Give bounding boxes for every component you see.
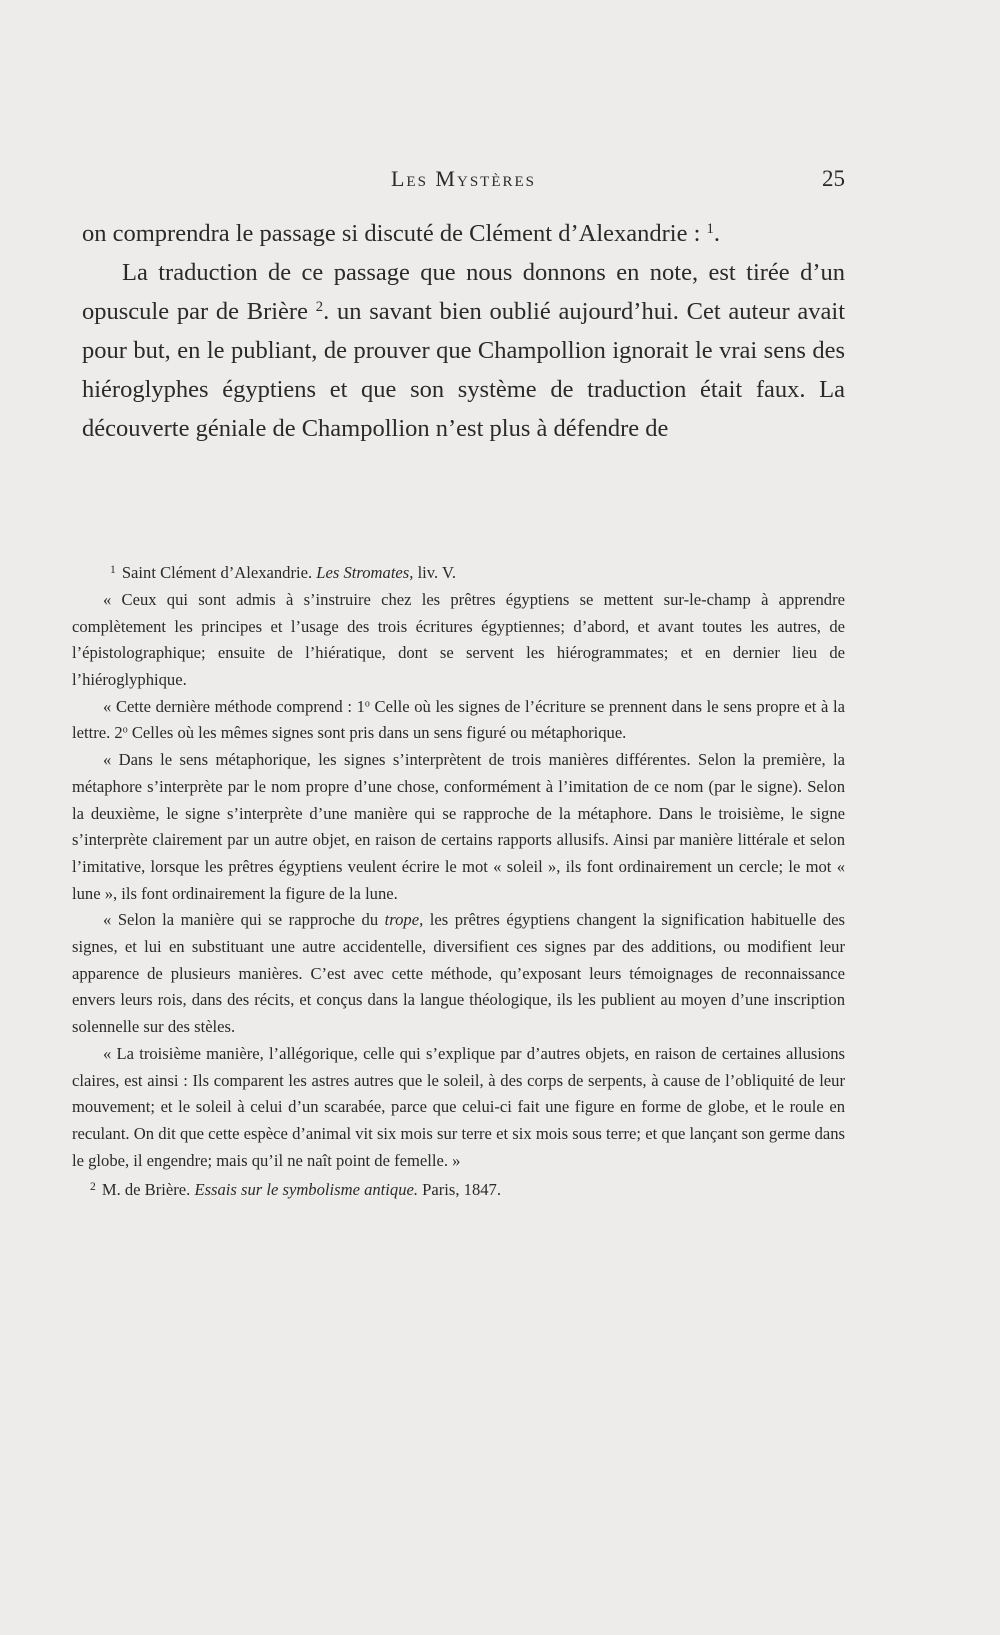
footnote-ref-2: 2 (315, 298, 324, 315)
quote-paragraph-2 (72, 694, 845, 747)
quote-4-text-b: les prêtres égyptiens changent la signification habituelle des signes, et lui en substituant une autre accidentelle, diversifient ces signes par des additions, ou modifient leur apparence de plusieurs manières. C’est avec cette méthode, qu’exposant leurs témoignages de reconnaissance envers leurs rois, dans des récits, et conçus dans la langue théologique, ils les publient au moyen d’une inscription solennelle sur des stèles. (72, 910, 845, 1037)
ordinal-2: o (122, 724, 128, 736)
footnote-1-heading (72, 557, 845, 587)
quote-4-text-a: « Selon la manière qui se rapproche du (103, 910, 379, 930)
footnote-2-author: M. de Brière. (101, 1180, 191, 1200)
footnote-2-ref: Paris, 1847. (422, 1180, 501, 1200)
footnote-2-marker: 2 (90, 1180, 96, 1194)
paragraph-1-text: on comprendra le passage si discuté de Clément d’Alexandrie : (82, 220, 701, 247)
page-number: 25 (822, 166, 845, 191)
paragraph-2-text-b: . un savant bien oublié aujourd’hui. Cet auteur avait pour but, en le publiant, de prouver que Champollion ignorait le vrai sens des hiéroglyphes égyptiens et que son système de traduction était faux. La découverte géniale de Champollion n’est plus à défendre de (82, 298, 846, 442)
footnote-2-work: Essais sur le symbolisme antique. (194, 1180, 418, 1200)
running-title: Les Mystères (390, 166, 536, 191)
footnote-1-work: Les Stromates, (316, 563, 414, 583)
footnote-1-author: Saint Clément d’Alexandrie. (121, 563, 313, 583)
paragraph-2-text-a: La traduction de ce passage que nous donnons en note, est tirée d’un opuscule par de Brière (82, 259, 845, 325)
quote-paragraph-3: « Dans le sens métaphorique, les signes s’interprètent de trois manières différentes. Selon la première, la métaphore s’interprète par le nom propre d’une chose, conformément à l’imitation de ce nom (par le signe). Selon la deuxième, le signe s’interprète d’une manière qui se rapproche de la métaphore. Dans le troisième, le signe s’interprète clairement par un autre objet, en raison de certains rapports allusifs. Ainsi par manière littérale et selon l’imitative, lorsque les prêtres égyptiens veulent écrire le mot « soleil », ils font ordinairement un cercle; le mot « lune », ils font ordinairement la figure de la lune. (72, 750, 845, 903)
ordinal-1: o (364, 698, 370, 710)
paragraph-1 (82, 214, 845, 253)
quote-2-text-b: Celle où les signes de l’écriture se prennent dans le sens propre et à la lettre. 2 (72, 696, 845, 743)
paragraph-2 (82, 253, 845, 448)
quote-4-trope: trope, (384, 910, 424, 930)
footnote-1-marker: 1 (110, 563, 116, 576)
quote-paragraph-5: « La troisième manière, l’allégorique, celle qui s’explique par d’autres objets, en raison de certaines allusions claires, est ainsi : Ils comparent les astres autres que le soleil, à des corps de serpents, à cause de l’obliquité de leur mouvement; et le soleil à celui d’un scarabée, parce que celui-ci fait une figure en forme de globe, et le roule en reculant. On dit que cette espèce d’animal vit six mois sur terre et six mois sous terre; et que lançant son germe dans le globe, il engendre; mais qu’il ne naît point de femelle. » (72, 1043, 845, 1170)
quote-paragraph-4 (72, 907, 845, 1041)
footnotes (72, 557, 845, 1204)
quote-paragraph-1: « Ceux qui sont admis à s’instruire chez les prêtres égyptiens se mettent sur-le-champ à apprendre complètement les principes et l’usage des trois écritures égyptiennes; d’abord, et avant toutes les autres, de l’épistolographique; ensuite de l’hiératique, dont se servent les hiérogrammates; et en dernier lieu de l’hiéroglyphique. (72, 589, 845, 690)
footnote-2 (72, 1174, 845, 1204)
footnote-ref-1: 1 (706, 220, 714, 237)
running-header (82, 166, 845, 200)
footnote-1-ref: liv. V. (417, 563, 456, 583)
paragraph-1-end: . (713, 220, 721, 247)
main-text (82, 214, 845, 448)
quote-2-text-c: Celles où les mêmes signes sont pris dans un sens figuré ou métaphorique. (127, 723, 627, 743)
quote-2-text-a: « Cette dernière méthode comprend : 1 (103, 696, 365, 716)
